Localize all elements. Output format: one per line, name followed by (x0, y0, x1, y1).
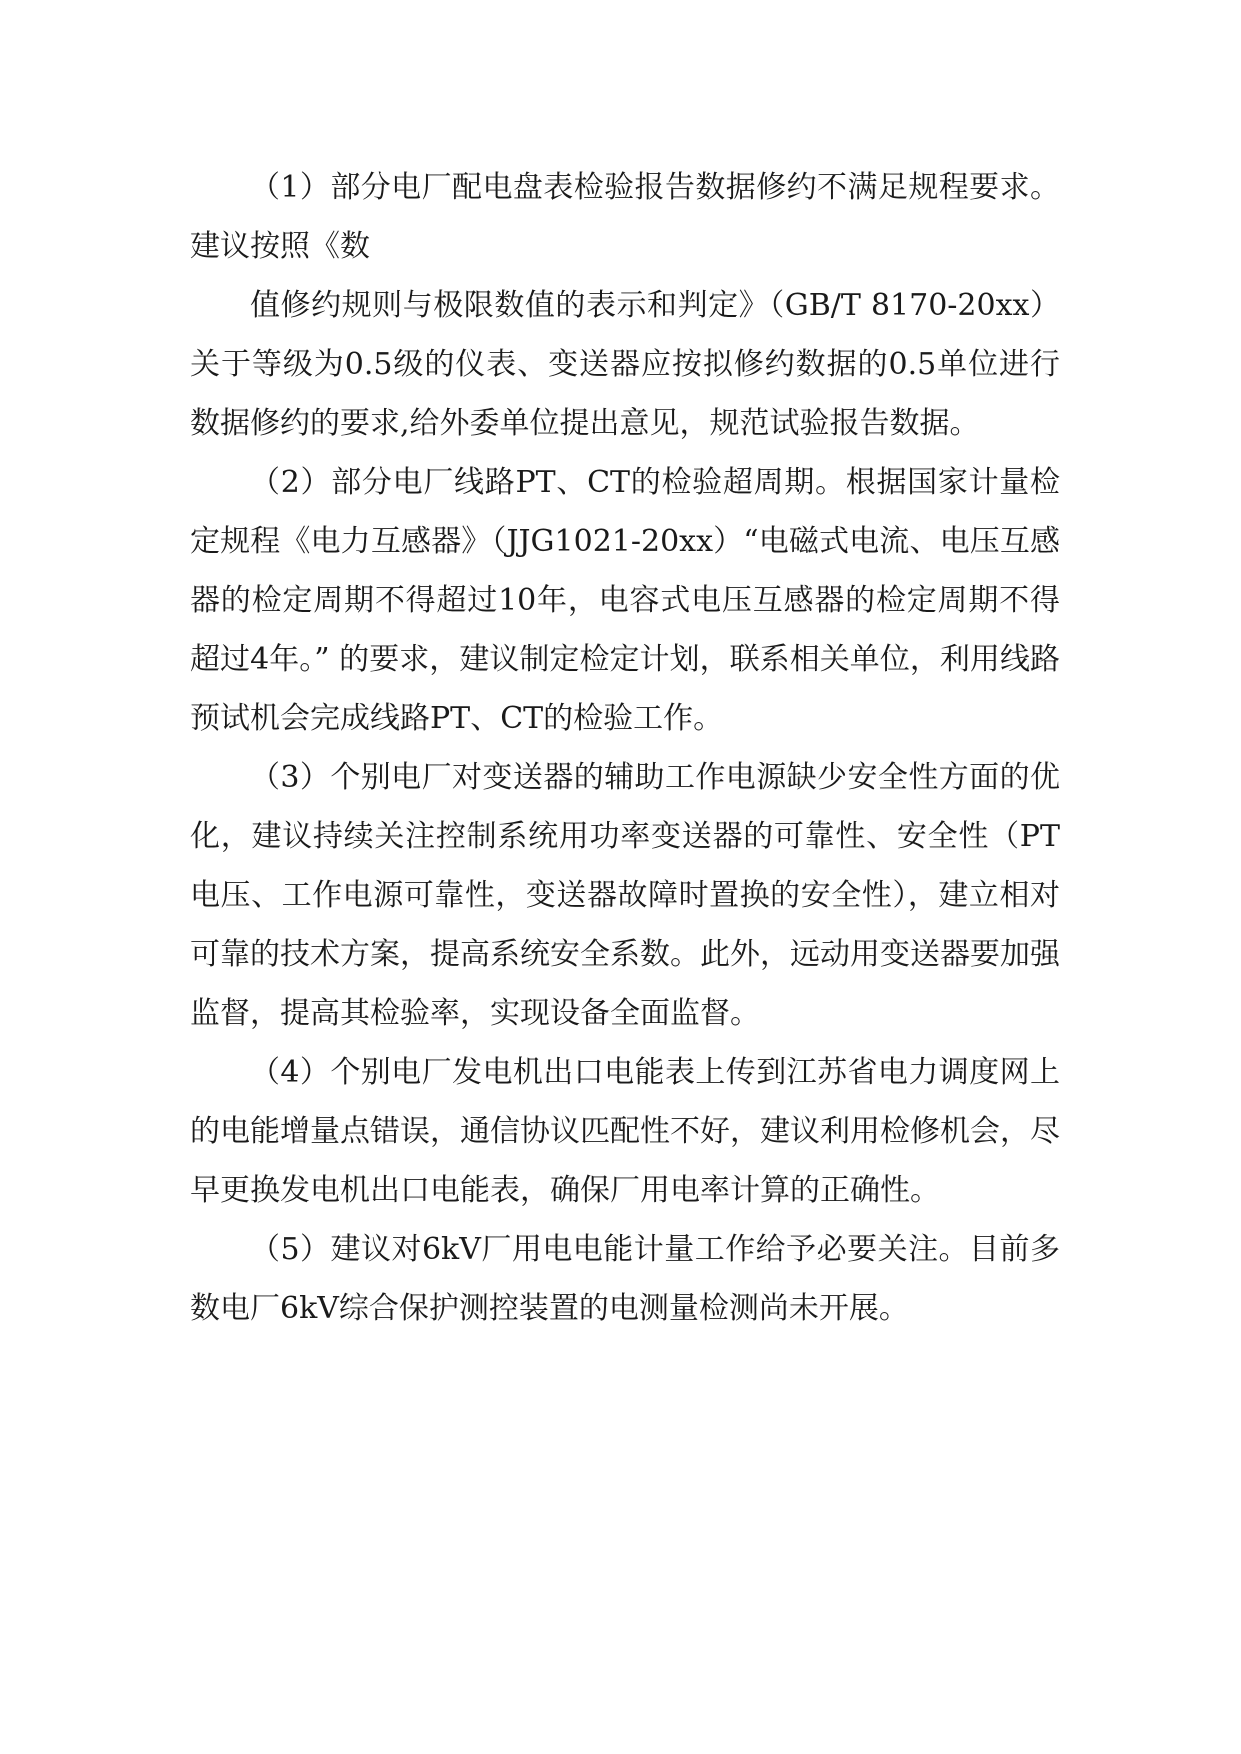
document-body (190, 158, 1060, 1338)
paragraph-3: （2）部分电厂线路PT、CT的检验超周期。根据国家计量检定规程《电力互感器》（JJG1021-20xx）“电磁式电流、电压互感器的检定周期不得超过10年，电容式电压互感器的检定周期不得超过4年。” 的要求，建议制定检定计划，联系相关单位，利用线路预试机会完成线路PT、CT的检验工作。 (190, 465, 1060, 736)
paragraph-6: （5）建议对6kV厂用电电能计量工作给予必要关注。目前多数电厂6kV综合保护测控装置的电测量检测尚未开展。 (190, 1232, 1060, 1326)
paragraph-5: （4）个别电厂发电机出口电能表上传到江苏省电力调度网上的电能增量点错误，通信协议匹配性不好，建议利用检修机会，尽早更换发电机出口电能表，确保厂用电率计算的正确性。 (190, 1055, 1060, 1208)
paragraph-2: 值修约规则与极限数值的表示和判定》（GB/T 8170-20xx）关于等级为0.5级的仪表、变送器应按拟修约数据的0.5单位进行数据修约的要求,给外委单位提出意见，规范试验报告数据。 (190, 288, 1060, 441)
paragraph-4: （3）个别电厂对变送器的辅助工作电源缺少安全性方面的优化，建议持续关注控制系统用功率变送器的可靠性、安全性（PT电压、工作电源可靠性，变送器故障时置换的安全性），建立相对可靠的技术方案，提高系统安全系数。此外，远动用变送器要加强监督，提高其检验率，实现设备全面监督。 (190, 760, 1060, 1031)
paragraph-1: （1）部分电厂配电盘表检验报告数据修约不满足规程要求。建议按照《数 (190, 170, 1060, 264)
